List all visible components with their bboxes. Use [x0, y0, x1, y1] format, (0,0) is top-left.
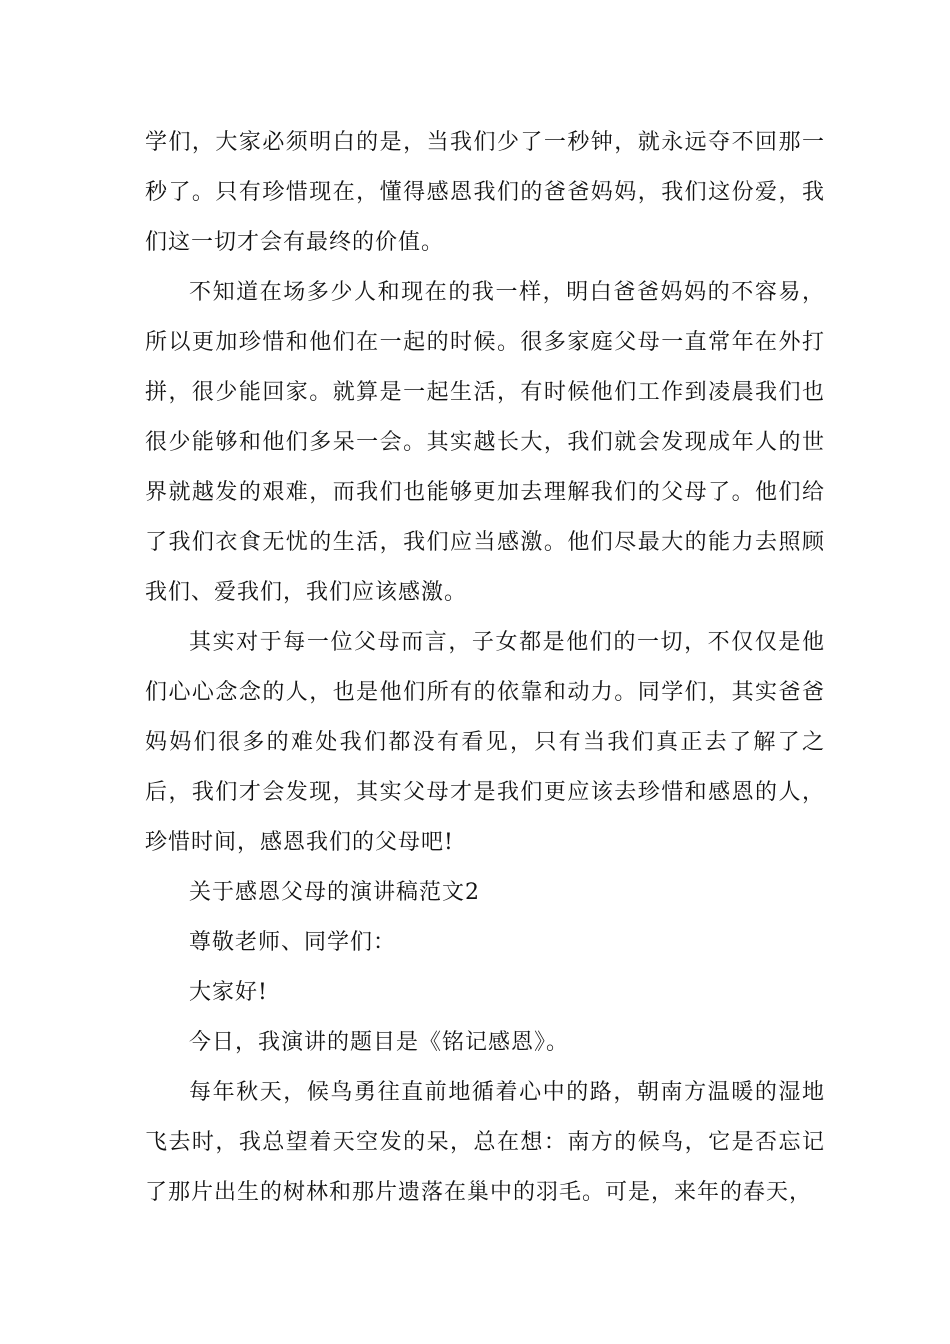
greeting: 大家好!	[189, 980, 268, 1005]
speech-topic: 今日，我演讲的题目是《铭记感恩》。	[189, 1030, 570, 1055]
salutation: 尊敬老师、同学们：	[189, 930, 397, 955]
paragraph-continuation: 学们，大家必须明白的是，当我们少了一秒钟，就永远夺不回那一秒了。只有珍惜现在，懂得感恩我们的爸爸妈妈，我们这份爱，我们这一切才会有最终的价值。	[145, 130, 825, 255]
paragraph-parents-hardship: 不知道在场多少人和现在的我一样，明白爸爸妈妈的不容易，所以更加珍惜和他们在一起的时候。很多家庭父母一直常年在外打拼，很少能回家。就算是一起生活，有时候他们工作到凌晨我们也很少能够和他们多呆一会。其实越长大，我们就会发现成年人的世界就越发的艰难，而我们也能够更加去理解我们的父母了。他们给了我们衣食无忧的生活，我们应当感激。他们尽最大的能力去照顾我们、爱我们，我们应该感激。	[145, 280, 825, 605]
paragraph-children-are-everything: 其实对于每一位父母而言，子女都是他们的一切，不仅仅是他们心心念念的人，也是他们所有的依靠和动力。同学们，其实爸爸妈妈们很多的难处我们都没有看见，只有当我们真正去了解了之后，我们才会发现，其实父母才是我们更应该去珍惜和感恩的人，珍惜时间，感恩我们的父母吧!	[145, 630, 825, 855]
section-title: 关于感恩父母的演讲稿范文2	[189, 880, 480, 905]
document-body	[145, 118, 825, 1218]
paragraph-migratory-birds: 每年秋天，候鸟勇往直前地循着心中的路，朝南方温暖的湿地飞去时，我总望着天空发的呆，总在想：南方的候鸟，它是否忘记了那片出生的树林和那片遗落在巢中的羽毛。可是，来年的春天，	[145, 1080, 825, 1205]
